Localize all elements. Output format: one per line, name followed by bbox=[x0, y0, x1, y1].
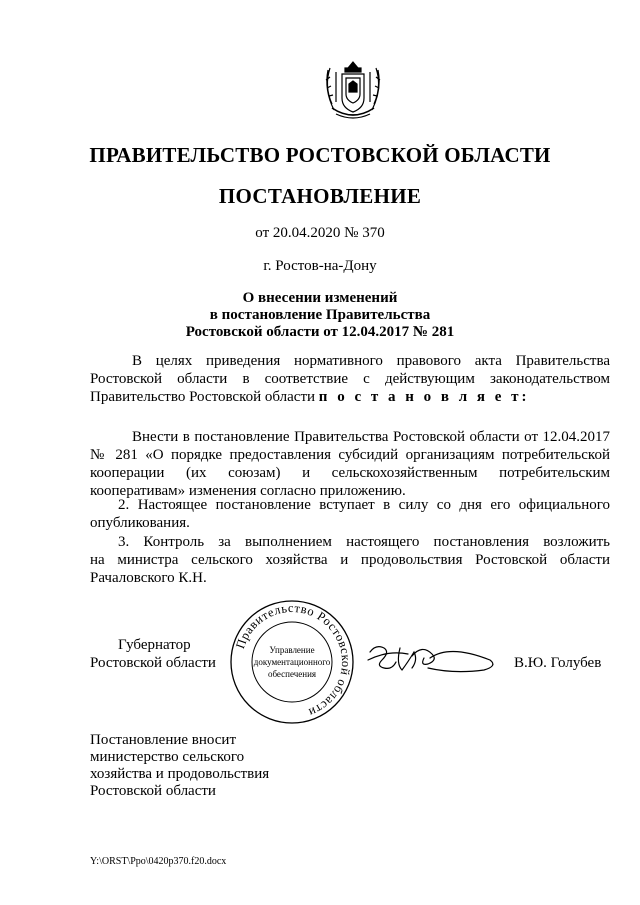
decides-word: п о с т а н о в л я е т: bbox=[318, 389, 530, 405]
position-line: Ростовской области bbox=[90, 655, 216, 671]
seal-center-text: обеспечения bbox=[267, 669, 317, 679]
handwritten-signature-icon bbox=[366, 638, 496, 678]
item1-line: кооперации (их союзам) и сельскохозяйственным потребительским bbox=[90, 465, 610, 481]
document-subject bbox=[0, 290, 640, 341]
note-line: Постановление вносит bbox=[90, 732, 237, 748]
signer-name: В.Ю. Голубев bbox=[514, 655, 602, 671]
subject-line: О внесении изменений bbox=[242, 290, 398, 306]
note-line: министерство сельского bbox=[90, 749, 245, 765]
note-line: хозяйства и продовольствия bbox=[90, 766, 270, 782]
preamble-line: Ростовской области в соответствие с действующим законодательством bbox=[90, 371, 610, 387]
item3-line: 3. Контроль за выполнением настоящего постановления возложить bbox=[118, 534, 610, 550]
item1-paragraph bbox=[90, 428, 610, 500]
seal-ring-text: Правительство Ростовской области bbox=[233, 600, 354, 720]
document-type: ПОСТАНОВЛЕНИЕ bbox=[218, 184, 422, 208]
item3-line: Рачаловского К.Н. bbox=[90, 570, 207, 586]
file-path: Y:\ORST\Ppo\0420p370.f20.docx bbox=[90, 856, 227, 867]
item1-line: Внести в постановление Правительства Ростовской области от 12.04.2017 bbox=[132, 429, 610, 445]
official-seal-icon bbox=[228, 598, 356, 726]
item2-paragraph bbox=[90, 496, 610, 532]
coat-of-arms-icon bbox=[318, 58, 388, 128]
item3-paragraph bbox=[90, 533, 610, 587]
note-line: Ростовской области bbox=[90, 783, 216, 799]
document-city: г. Ростов-на-Дону bbox=[263, 258, 377, 274]
seal-center-text: Управление bbox=[269, 645, 315, 655]
item2-line: опубликования. bbox=[90, 515, 190, 531]
item3-line: на министра сельского хозяйства и продовольствия Ростовской области bbox=[90, 552, 610, 568]
position-line: Губернатор bbox=[118, 637, 191, 653]
preamble-last-text: Правительство Ростовской области bbox=[90, 389, 319, 405]
item1-line: кооперативам» изменения согласно приложению. bbox=[90, 483, 406, 499]
subject-line: Ростовской области от 12.04.2017 № 281 bbox=[185, 324, 455, 340]
subject-line: в постановление Правительства bbox=[209, 307, 431, 323]
seal-center-text: документационного bbox=[253, 657, 331, 667]
signer-position bbox=[90, 636, 230, 672]
document-date-number: от 20.04.2020 № 370 bbox=[255, 225, 385, 241]
introduced-by-note bbox=[90, 732, 350, 800]
preamble-line bbox=[90, 388, 610, 406]
organization-title: ПРАВИТЕЛЬСТВО РОСТОВСКОЙ ОБЛАСТИ bbox=[89, 143, 551, 167]
item2-line: 2. Настоящее постановление вступает в силу со дня его официального bbox=[118, 497, 610, 513]
preamble-line: В целях приведения нормативного правового акта Правительства bbox=[132, 353, 610, 369]
item1-line: № 281 «О порядке предоставления субсидий организациям потребительской bbox=[90, 447, 610, 463]
preamble-paragraph bbox=[90, 352, 610, 406]
